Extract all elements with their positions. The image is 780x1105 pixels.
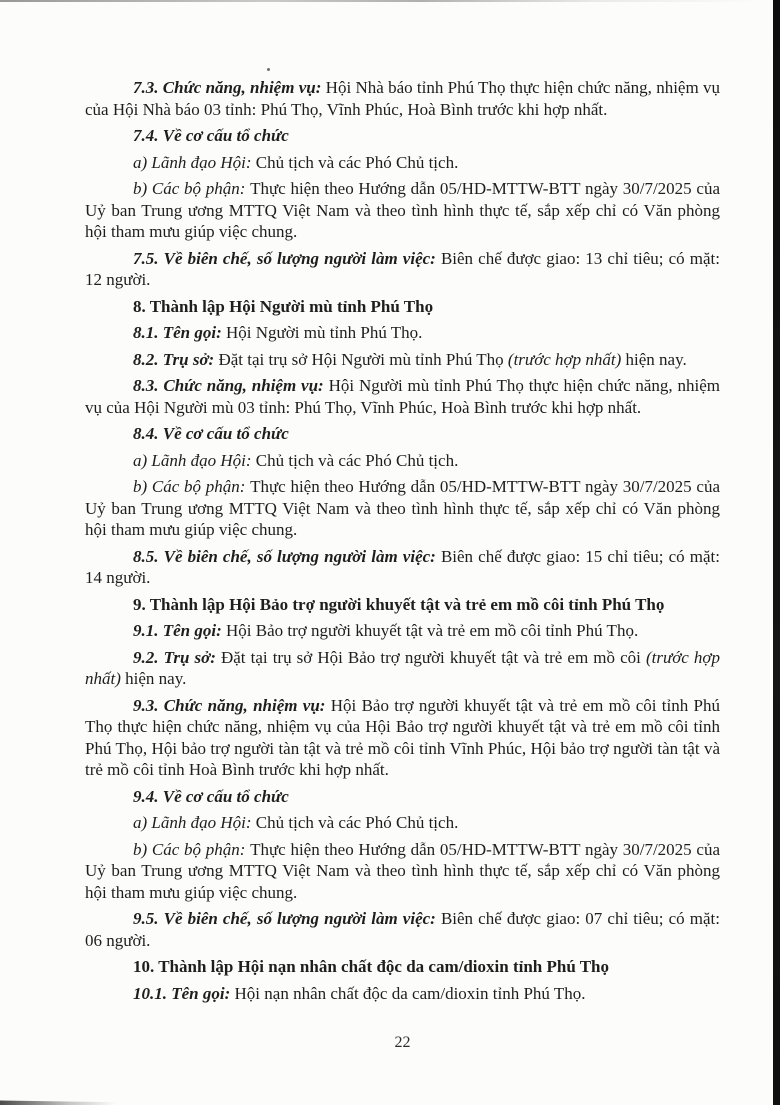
paragraph	[85, 77, 720, 120]
section-heading	[85, 956, 720, 978]
page-number: 22	[394, 1034, 411, 1051]
paragraph	[85, 450, 720, 472]
text-segment: 8. Thành lập Hội Người mù tỉnh Phú Thọ	[133, 296, 434, 316]
text-segment: a) Lãnh đạo Hội:	[133, 813, 256, 832]
text-segment: Hội Người mù tỉnh Phú Thọ thực hiện chức năng, nhiệm vụ của Hội Người mù 03 tỉnh: Phú Thọ, Vĩnh Phúc, Hoà Bình trước khi hợp nhất.	[85, 376, 721, 417]
text-segment: Hội nạn nhân chất độc da cam/dioxin tỉnh Phú Thọ.	[234, 983, 586, 1003]
text-segment: b) Các bộ phận:	[133, 839, 251, 859]
text-segment: hiện nay.	[120, 669, 187, 688]
scan-top-edge-line	[0, 0, 762, 2]
text-segment: 7.4. Về cơ cấu tổ chức	[133, 126, 289, 145]
text-segment: 8.3. Chức năng, nhiệm vụ:	[133, 376, 329, 395]
text-segment: hiện nay.	[621, 349, 687, 369]
text-segment: Biên chế được giao: 13 chỉ tiêu; có mặt: 12 người.	[85, 248, 720, 289]
section-heading	[85, 296, 720, 318]
text-segment: Đặt tại trụ sở Hội Bảo trợ người khuyết tật và trẻ em mồ côi	[220, 647, 646, 667]
text-segment: 8.4. Về cơ cấu tổ chức	[133, 424, 289, 443]
scan-edge-bar	[773, 0, 780, 1105]
section-heading	[85, 594, 720, 616]
text-segment: a) Lãnh đạo Hội:	[133, 152, 256, 172]
text-segment: Hội Bảo trợ người khuyết tật và trẻ em mồ côi tỉnh Phú Thọ.	[226, 621, 639, 640]
text-segment: (trước hợp nhất)	[507, 349, 622, 369]
paragraph	[85, 423, 720, 445]
text-segment: 8.1. Tên gọi:	[133, 323, 227, 342]
text-segment: (trước hợp nhất)	[85, 647, 720, 688]
text-segment: 8.5. Về biên chế, số lượng người làm việc:	[133, 546, 441, 566]
paragraph	[85, 375, 720, 418]
paragraph	[85, 786, 720, 808]
text-segment: Hội Bảo trợ người khuyết tật và trẻ em mồ côi tỉnh Phú Thọ thực hiện chức năng, nhiệm vụ của Hội Bảo trợ người khuyết tật và trẻ em mồ côi tỉnh Phú Thọ, Hội bảo trợ người tàn tật và trẻ mồ côi tỉnh Vĩnh Phúc, Hội bảo trợ người tàn tật và trẻ mồ côi tỉnh Hoà Bình trước khi hợp nhất.	[85, 695, 720, 779]
paragraph	[85, 322, 720, 344]
paragraph	[85, 620, 720, 642]
scan-corner-mark	[0, 1099, 116, 1105]
paragraph	[85, 839, 720, 904]
text-segment: Chủ tịch và các Phó Chủ tịch.	[255, 813, 459, 832]
paragraph	[85, 812, 720, 834]
text-segment: b) Các bộ phận:	[133, 477, 251, 496]
text-segment: 9.5. Về biên chế, số lượng người làm việc:	[133, 909, 441, 928]
text-segment: 7.5. Về biên chế, số lượng người làm việc:	[133, 248, 441, 268]
text-segment: Biên chế được giao: 15 chỉ tiêu; có mặt: 14 người.	[85, 546, 720, 587]
text-segment: 9.2. Trụ sở:	[133, 647, 221, 667]
text-segment: 10.1. Tên gọi:	[133, 983, 235, 1003]
text-segment: a) Lãnh đạo Hội:	[133, 450, 256, 470]
text-segment: Chủ tịch và các Phó Chủ tịch.	[255, 450, 459, 470]
paragraph	[85, 178, 720, 243]
text-segment: 8.2. Trụ sở:	[133, 349, 219, 369]
text-segment: Hội Người mù tỉnh Phú Thọ.	[226, 323, 423, 342]
document-body	[85, 77, 720, 1009]
text-segment: 9.1. Tên gọi:	[133, 621, 227, 640]
text-segment: Đặt tại trụ sở Hội Người mù tỉnh Phú Thọ	[218, 349, 508, 369]
text-segment: 9.4. Về cơ cấu tổ chức	[133, 786, 289, 806]
paragraph	[85, 476, 720, 541]
scan-speck	[267, 68, 270, 71]
text-segment: Biên chế được giao: 07 chỉ tiêu; có mặt: 06 người.	[85, 909, 720, 950]
text-segment: Thực hiện theo Hướng dẫn 05/HD-MTTW-BTT ngày 30/7/2025 của Uỷ ban Trung ương MTTQ Việt Nam và theo tình hình thực tế, sắp xếp chỉ có Văn phòng hội tham mưu giúp việc chung.	[85, 477, 720, 539]
text-segment: b) Các bộ phận:	[133, 179, 251, 198]
paragraph	[85, 125, 720, 147]
paragraph	[85, 152, 720, 174]
text-segment: 10. Thành lập Hội nạn nhân chất độc da cam/dioxin tỉnh Phú Thọ	[133, 957, 610, 976]
paragraph	[85, 349, 720, 371]
text-segment: Thực hiện theo Hướng dẫn 05/HD-MTTW-BTT ngày 30/7/2025 của Uỷ ban Trung ương MTTQ Việt Nam và theo tình hình thực tế, sắp xếp chỉ có Văn phòng hội tham mưu giúp việc chung.	[85, 179, 720, 241]
text-segment: Hội Nhà báo tỉnh Phú Thọ thực hiện chức năng, nhiệm vụ của Hội Nhà báo 03 tỉnh: Phú Thọ, Vĩnh Phúc, Hoà Bình trước khi hợp nhất.	[85, 78, 720, 119]
text-segment: 9.3. Chức năng, nhiệm vụ:	[133, 695, 331, 715]
paragraph	[85, 248, 720, 291]
text-segment: 7.3. Chức năng, nhiệm vụ:	[133, 78, 326, 97]
paragraph	[85, 647, 720, 690]
paragraph	[85, 546, 720, 589]
paragraph	[85, 983, 720, 1005]
text-segment: 9. Thành lập Hội Bảo trợ người khuyết tật và trẻ em mồ côi tỉnh Phú Thọ	[133, 594, 665, 614]
paragraph	[85, 695, 720, 781]
paragraph	[85, 908, 720, 951]
text-segment: Chủ tịch và các Phó Chủ tịch.	[255, 152, 459, 172]
text-segment: Thực hiện theo Hướng dẫn 05/HD-MTTW-BTT ngày 30/7/2025 của Uỷ ban Trung ương MTTQ Việt Nam và theo tình hình thực tế, sắp xếp chỉ có Văn phòng hội tham mưu giúp việc chung.	[85, 839, 720, 902]
